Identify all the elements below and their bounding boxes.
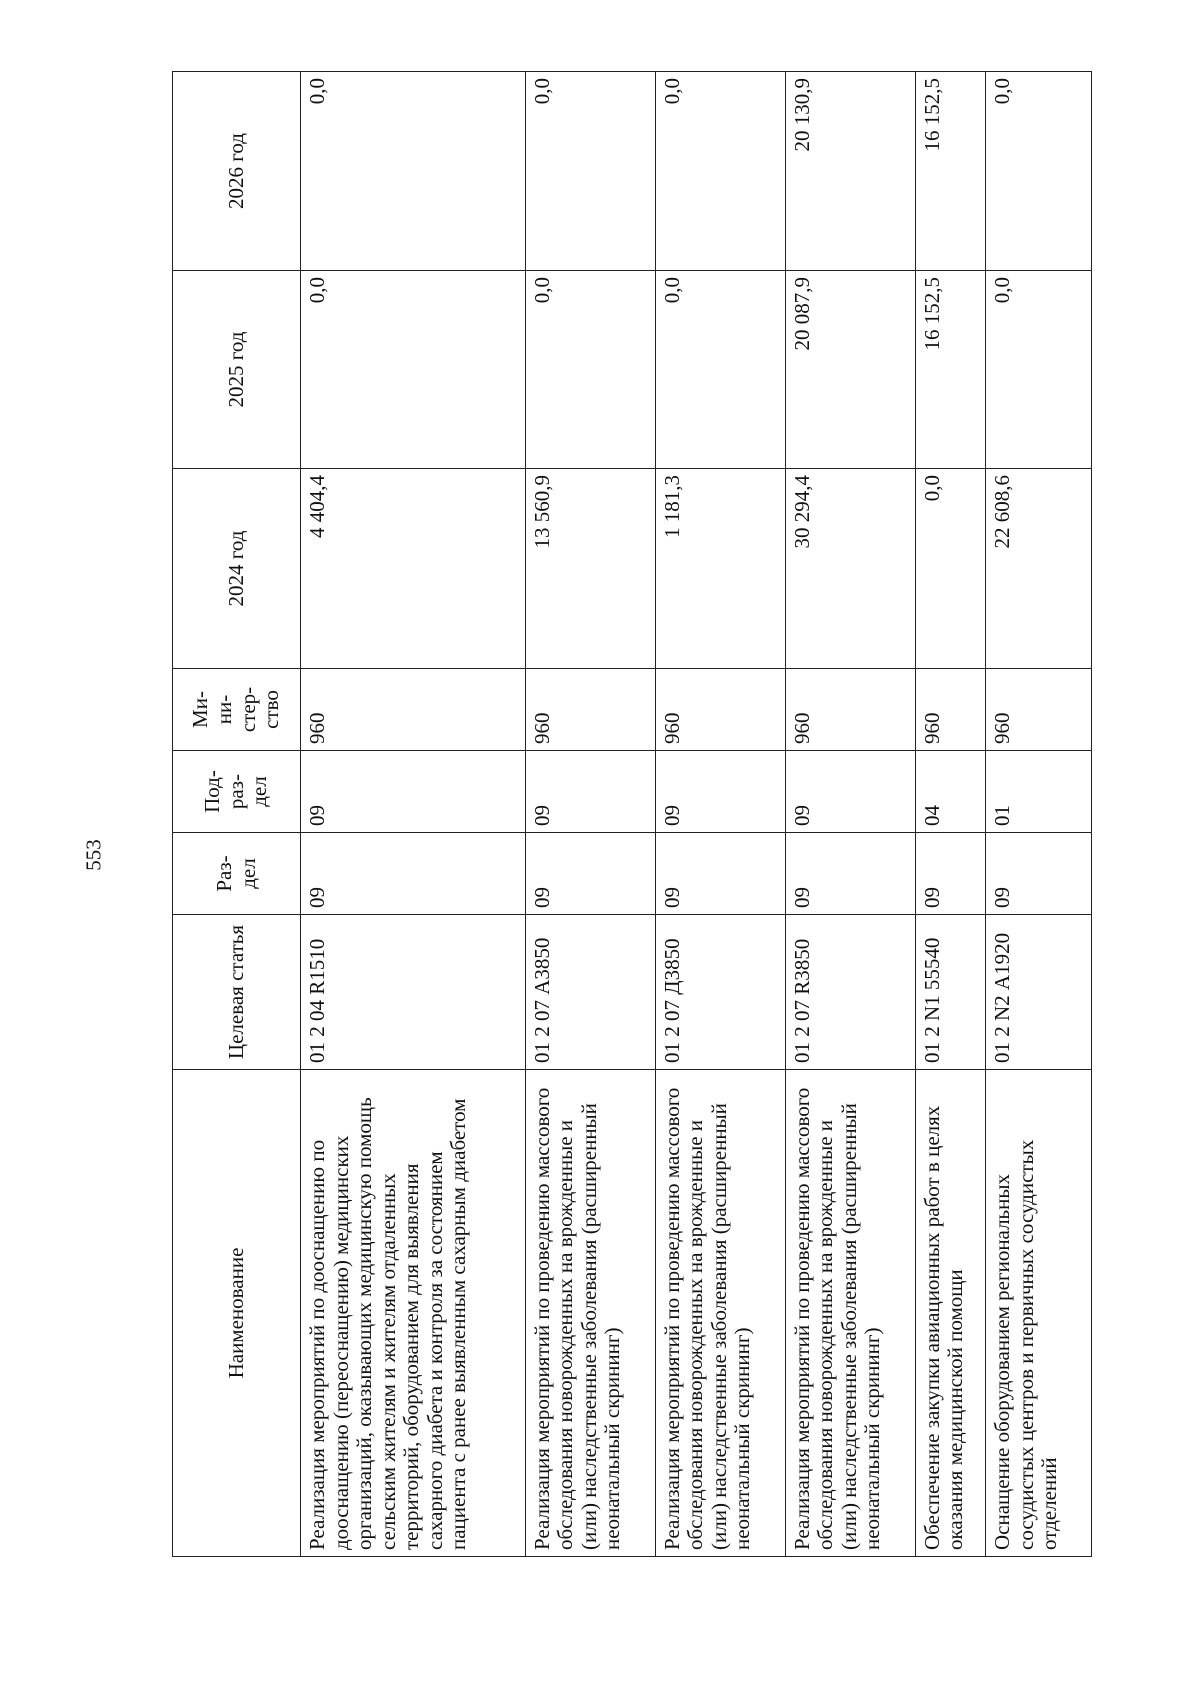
- table-row: [986, 72, 1092, 1557]
- cell-2025: 0,0: [655, 271, 785, 469]
- header-2024: 2024 год: [173, 469, 301, 669]
- table-row: [301, 72, 526, 1557]
- cell-2026: 0,0: [986, 72, 1092, 271]
- budget-table: [172, 71, 1092, 1557]
- cell-target: 01 2 07 А3850: [525, 915, 655, 1070]
- cell-2025: 0,0: [525, 271, 655, 469]
- cell-ministry: 960: [301, 669, 526, 751]
- cell-subsection: 04: [915, 751, 986, 833]
- cell-2025: 0,0: [301, 271, 526, 469]
- table-header-row: [173, 72, 301, 1557]
- cell-target: 01 2 N1 55540: [915, 915, 986, 1070]
- cell-ministry: 960: [655, 669, 785, 751]
- cell-2026: 20 130,9: [785, 72, 915, 271]
- cell-name: Реализация мероприятий по проведению массового обследования новорожденных на врожденные и (или) наследственные заболевания (расширенный неонатальный скрининг): [655, 1070, 785, 1557]
- header-ministry: Ми- ни- стер- ство: [173, 669, 301, 751]
- header-2025: 2025 год: [173, 271, 301, 469]
- cell-2025: 16 152,5: [915, 271, 986, 469]
- header-subsection: Под- раз- дел: [173, 751, 301, 833]
- cell-2024: 22 608,6: [986, 469, 1092, 669]
- cell-2024: 4 404,4: [301, 469, 526, 669]
- cell-name: Реализация мероприятий по проведению массового обследования новорожденных на врожденные и (или) наследственные заболевания (расширенный неонатальный скрининг): [525, 1070, 655, 1557]
- cell-target: 01 2 07 R3850: [785, 915, 915, 1070]
- cell-target: 01 2 04 R1510: [301, 915, 526, 1070]
- cell-name: Реализация мероприятий по проведению массового обследования новорожденных на врожденные и (или) наследственные заболевания (расширенный неонатальный скрининг): [785, 1070, 915, 1557]
- cell-2024: 0,0: [915, 469, 986, 669]
- cell-section: 09: [525, 833, 655, 915]
- cell-subsection: 01: [986, 751, 1092, 833]
- cell-section: 09: [986, 833, 1092, 915]
- cell-section: 09: [785, 833, 915, 915]
- cell-name: Оснащение оборудованием региональных сосудистых центров и первичных сосудистых отделений: [986, 1070, 1092, 1557]
- cell-2025: 20 087,9: [785, 271, 915, 469]
- cell-2024: 30 294,4: [785, 469, 915, 669]
- table-row: [655, 72, 785, 1557]
- rotated-page-content: [172, 72, 1092, 1557]
- table-row: [525, 72, 655, 1557]
- header-section: Раз- дел: [173, 833, 301, 915]
- cell-section: 09: [655, 833, 785, 915]
- cell-2026: 0,0: [525, 72, 655, 271]
- cell-2026: 16 152,5: [915, 72, 986, 271]
- cell-ministry: 960: [525, 669, 655, 751]
- cell-2026: 0,0: [301, 72, 526, 271]
- cell-target: 01 2 07 Д3850: [655, 915, 785, 1070]
- cell-subsection: 09: [785, 751, 915, 833]
- cell-subsection: 09: [655, 751, 785, 833]
- header-name: Наименование: [173, 1070, 301, 1557]
- cell-section: 09: [301, 833, 526, 915]
- header-2026: 2026 год: [173, 72, 301, 271]
- header-target: Целевая статья: [173, 915, 301, 1070]
- cell-2026: 0,0: [655, 72, 785, 271]
- cell-subsection: 09: [525, 751, 655, 833]
- cell-2024: 13 560,9: [525, 469, 655, 669]
- cell-ministry: 960: [785, 669, 915, 751]
- page-number: 553: [81, 839, 106, 871]
- table-row: [785, 72, 915, 1557]
- cell-ministry: 960: [986, 669, 1092, 751]
- cell-subsection: 09: [301, 751, 526, 833]
- cell-name: Обеспечение закупки авиационных работ в целях оказания медицинской помощи: [915, 1070, 986, 1557]
- table-row: [915, 72, 986, 1557]
- cell-2025: 0,0: [986, 271, 1092, 469]
- cell-target: 01 2 N2 А1920: [986, 915, 1092, 1070]
- cell-section: 09: [915, 833, 986, 915]
- cell-ministry: 960: [915, 669, 986, 751]
- cell-name: Реализация мероприятий по дооснащению по дооснащению (переоснащению) медицинских организаций, оказывающих медицинскую помощь сельским жителям и жителям отдаленных территорий, оборудованием для выявления сахарного диабета и контроля за состоянием пациента с ранее выявленным сахарным диабетом: [301, 1070, 526, 1557]
- cell-2024: 1 181,3: [655, 469, 785, 669]
